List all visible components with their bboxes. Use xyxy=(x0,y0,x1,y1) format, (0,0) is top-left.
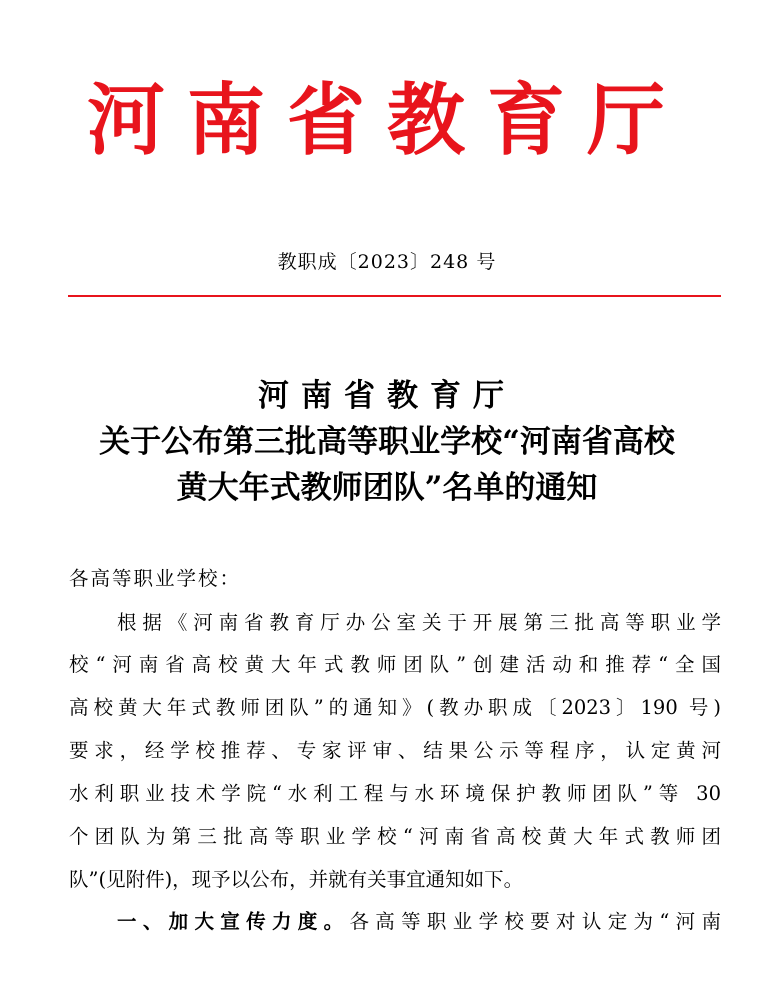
document-number: 教职成〔2023〕248 号 xyxy=(277,251,497,273)
notice-title-line-2: 关于公布第三批高等职业学校“河南省高校 xyxy=(99,424,675,460)
item-1-line xyxy=(117,908,721,936)
salutation: 各高等职业学校： xyxy=(69,567,242,590)
red-divider-line xyxy=(68,295,721,297)
item-1-heading: 一、加大宣传力度。 xyxy=(117,910,350,933)
masthead-title: 河南省教育厅 xyxy=(86,75,687,166)
paragraph-line: 高校黄大年式教师团队”的通知》(教办职成〔2023〕190 号) xyxy=(69,696,721,719)
paragraph-line: 根据《河南省教育厅办公室关于开展第三批高等职业学 xyxy=(117,611,721,634)
notice-title-line-1: 河南省教育厅 xyxy=(258,378,516,414)
paragraph-line: 要求，经学校推荐、专家评审、结果公示等程序，认定黄河 xyxy=(69,739,721,762)
paragraph-line: 队”(见附件)，现予以公布，并就有关事宜通知如下。 xyxy=(69,868,524,891)
paragraph-line: 水利职业技术学院“水利工程与水环境保护教师团队”等 30 xyxy=(69,782,721,805)
paragraph-line: 个团队为第三批高等职业学校“河南省高校黄大年式教师团 xyxy=(69,825,721,848)
item-1-text: 各高等职业学校要对认定为“河南 xyxy=(349,910,721,933)
notice-title-line-3: 黄大年式教师团队”名单的通知 xyxy=(176,470,598,506)
paragraph-line: 校“河南省高校黄大年式教师团队”创建活动和推荐“全国 xyxy=(69,653,721,676)
